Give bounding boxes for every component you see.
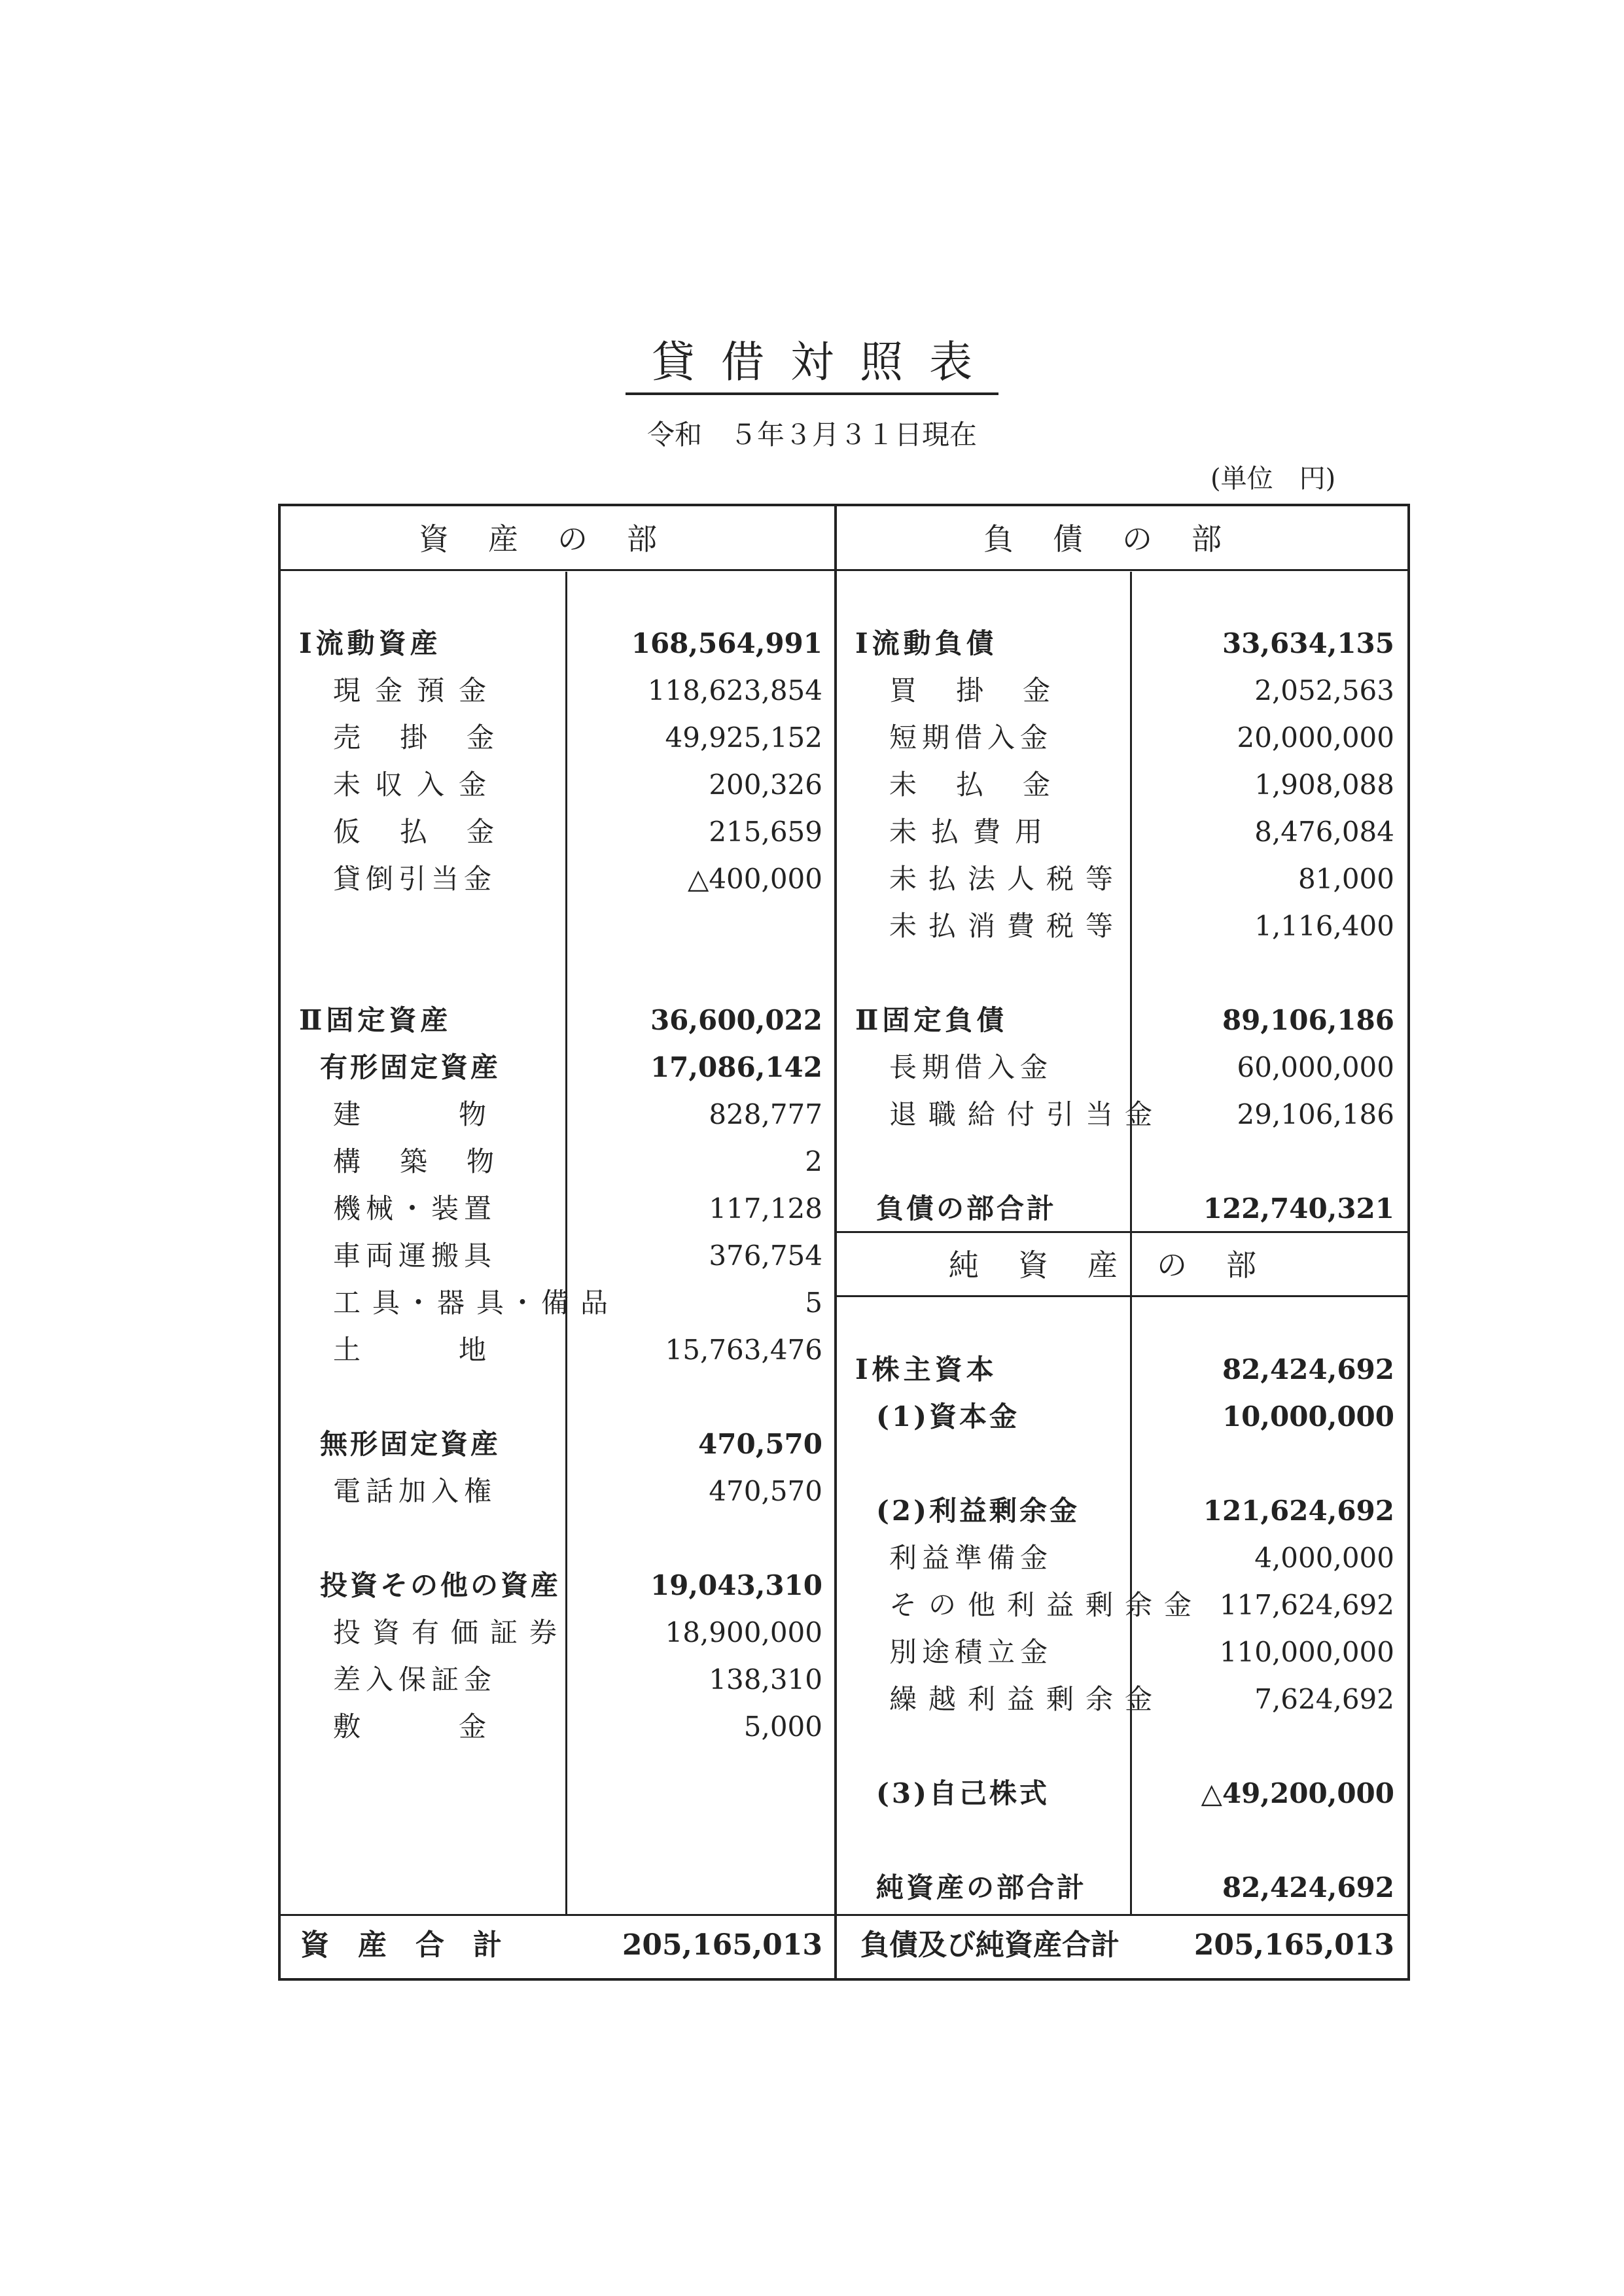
table-row (837, 1142, 1413, 1181)
row-label: 投資有価証券 (333, 1616, 569, 1648)
table-row (281, 1472, 837, 1511)
row-amount: 7,624,692 (1254, 1683, 1394, 1715)
row-amount: 17,086,142 (650, 1051, 822, 1083)
row-label: 現金預金 (333, 674, 501, 706)
row-amount: 10,000,000 (1222, 1400, 1394, 1433)
row-label: 未払費用 (889, 816, 1057, 848)
table-row (837, 765, 1413, 805)
row-amount: 1,908,088 (1254, 769, 1394, 801)
row-label: 退職給付引当金 (889, 1098, 1165, 1130)
table-row (837, 1727, 1413, 1766)
table-row (837, 1868, 1413, 1907)
row-amount: 5,000 (743, 1711, 822, 1743)
table-row (837, 624, 1413, 663)
table-row (837, 1350, 1413, 1389)
row-amount: 118,623,854 (647, 674, 822, 706)
row-label: 工具･器具･備品 (333, 1287, 620, 1319)
table-row (837, 1095, 1413, 1134)
table-row (281, 1095, 837, 1134)
row-amount: 828,777 (709, 1098, 822, 1130)
table-row (837, 671, 1413, 710)
table-row (837, 1048, 1413, 1087)
table-row (837, 860, 1413, 899)
balance-sheet-table (278, 504, 1410, 1981)
liab-net-total-label: 負債及び純資産合計 (860, 1928, 1120, 1962)
row-amount: 20,000,000 (1237, 722, 1394, 754)
row-label: 土地 (333, 1334, 585, 1366)
row-label: 買掛金 (889, 674, 1090, 706)
row-amount: 18,900,000 (665, 1616, 822, 1648)
assets-total-amount: 205,165,013 (622, 1928, 822, 1962)
table-row (837, 954, 1413, 993)
table-row (281, 1660, 837, 1699)
row-amount: 15,763,476 (665, 1334, 822, 1366)
row-amount: 60,000,000 (1237, 1051, 1394, 1083)
table-row (837, 1189, 1413, 1228)
assets-total-label: 資産合計 (300, 1928, 531, 1962)
table-row (837, 1539, 1413, 1578)
row-amount: 168,564,991 (631, 627, 822, 659)
row-label: 構築物 (333, 1145, 534, 1177)
table-row (281, 1378, 837, 1417)
table-row (837, 1586, 1413, 1625)
row-amount: 33,634,135 (1222, 627, 1394, 659)
liabilities-header: 負債の部 (983, 521, 1261, 557)
row-label: Ⅰ株主資本 (855, 1353, 998, 1385)
table-row (281, 1142, 837, 1181)
document-title: 貸借対照表 (0, 327, 1624, 389)
table-row (281, 1613, 837, 1652)
row-amount: 215,659 (709, 816, 822, 848)
liab-net-total-row (837, 1926, 1407, 1965)
row-amount: 82,424,692 (1222, 1871, 1394, 1904)
table-row (281, 954, 837, 993)
row-amount: 138,310 (709, 1663, 822, 1696)
table-row (837, 1001, 1413, 1040)
row-label: 負債の部合計 (876, 1192, 1057, 1225)
table-row (837, 1444, 1413, 1484)
row-amount: 36,600,022 (650, 1004, 822, 1036)
row-amount: 2,052,563 (1254, 674, 1394, 706)
row-label: 純資産の部合計 (876, 1871, 1087, 1904)
row-label: (1)資本金 (876, 1400, 1019, 1433)
table-row (281, 907, 837, 946)
row-label: 未払消費税等 (889, 910, 1125, 942)
row-label: 敷金 (333, 1711, 585, 1743)
row-label: 未収入金 (333, 769, 501, 801)
row-label: 繰越利益剰余金 (889, 1683, 1165, 1715)
row-label: 短期借入金 (889, 722, 1053, 754)
row-label: 投資その他の資産 (320, 1569, 561, 1601)
table-row (281, 1519, 837, 1558)
row-amount: 117,624,692 (1219, 1589, 1394, 1621)
table-row (837, 1491, 1413, 1531)
row-label: 車両運搬具 (333, 1240, 497, 1272)
table-row (281, 860, 837, 899)
row-amount: 122,740,321 (1203, 1192, 1394, 1225)
table-row (837, 812, 1413, 852)
table-row (281, 1283, 837, 1323)
table-row (281, 1331, 837, 1370)
net-assets-header: 純資産の部 (949, 1247, 1296, 1283)
row-label: 仮払金 (333, 816, 534, 848)
row-amount: 110,000,000 (1219, 1636, 1394, 1668)
row-label: Ⅰ流動資産 (299, 627, 442, 659)
row-amount: 117,128 (709, 1192, 822, 1225)
row-label: 機械・装置 (333, 1192, 497, 1225)
row-amount: 376,754 (709, 1240, 822, 1272)
row-label: 未払法人税等 (889, 863, 1125, 895)
row-label: 未払金 (889, 769, 1090, 801)
table-row (281, 765, 837, 805)
table-row (281, 1048, 837, 1087)
table-row (281, 1566, 837, 1605)
table-row (837, 1680, 1413, 1719)
table-row (281, 718, 837, 757)
table-row (281, 812, 837, 852)
row-label: 差入保証金 (333, 1663, 497, 1696)
row-amount: 470,570 (698, 1428, 822, 1460)
table-row (281, 1001, 837, 1040)
row-amount: 89,106,186 (1222, 1004, 1394, 1036)
table-row (281, 671, 837, 710)
row-amount: 200,326 (709, 769, 822, 801)
table-row (281, 1189, 837, 1228)
row-amount: 29,106,186 (1237, 1098, 1394, 1130)
table-row (837, 1397, 1413, 1436)
row-amount: 4,000,000 (1254, 1542, 1394, 1574)
table-row (281, 624, 837, 663)
row-label: (2)利益剰余金 (876, 1495, 1080, 1527)
row-label: その他利益剰余金 (889, 1589, 1204, 1621)
as-of-date: 令和 ５年３月３１日現在 (646, 419, 977, 451)
row-amount: 470,570 (709, 1475, 822, 1507)
table-row (837, 1774, 1413, 1813)
row-label: 建物 (333, 1098, 585, 1130)
row-amount: 121,624,692 (1203, 1495, 1394, 1527)
row-label: 長期借入金 (889, 1051, 1053, 1083)
liab-net-total-amount: 205,165,013 (1193, 1928, 1394, 1962)
assets-header: 資産の部 (419, 521, 696, 557)
row-amount: 81,000 (1298, 863, 1394, 895)
row-label: 貸倒引当金 (333, 863, 497, 895)
row-label: 電話加入権 (333, 1475, 497, 1507)
row-label: Ⅱ固定負債 (855, 1004, 1008, 1036)
row-label: 無形固定資産 (320, 1428, 501, 1460)
row-amount: 1,116,400 (1254, 910, 1394, 942)
assets-total-row (281, 1926, 834, 1965)
row-amount: 8,476,084 (1254, 816, 1394, 848)
row-label: 利益準備金 (889, 1542, 1053, 1574)
table-row (837, 718, 1413, 757)
table-row (281, 1707, 837, 1747)
row-amount: 19,043,310 (650, 1569, 822, 1601)
row-amount: 5 (805, 1287, 822, 1319)
table-row (837, 907, 1413, 946)
row-amount: △400,000 (688, 863, 822, 895)
row-label: Ⅰ流動負債 (855, 627, 998, 659)
row-label: (3)自己株式 (876, 1777, 1050, 1809)
table-row (281, 1236, 837, 1276)
table-row (837, 1821, 1413, 1860)
row-amount: 82,424,692 (1222, 1353, 1394, 1385)
table-row (837, 1633, 1413, 1672)
row-label: 別途積立金 (889, 1636, 1053, 1668)
row-amount: 49,925,152 (665, 722, 822, 754)
row-label: Ⅱ固定資産 (299, 1004, 452, 1036)
row-label: 有形固定資産 (320, 1051, 501, 1083)
row-amount: △49,200,000 (1201, 1777, 1394, 1809)
row-amount: 2 (805, 1145, 822, 1177)
row-label: 売掛金 (333, 722, 534, 754)
unit-note: (単位 円) (1210, 464, 1336, 494)
table-row (281, 1425, 837, 1464)
